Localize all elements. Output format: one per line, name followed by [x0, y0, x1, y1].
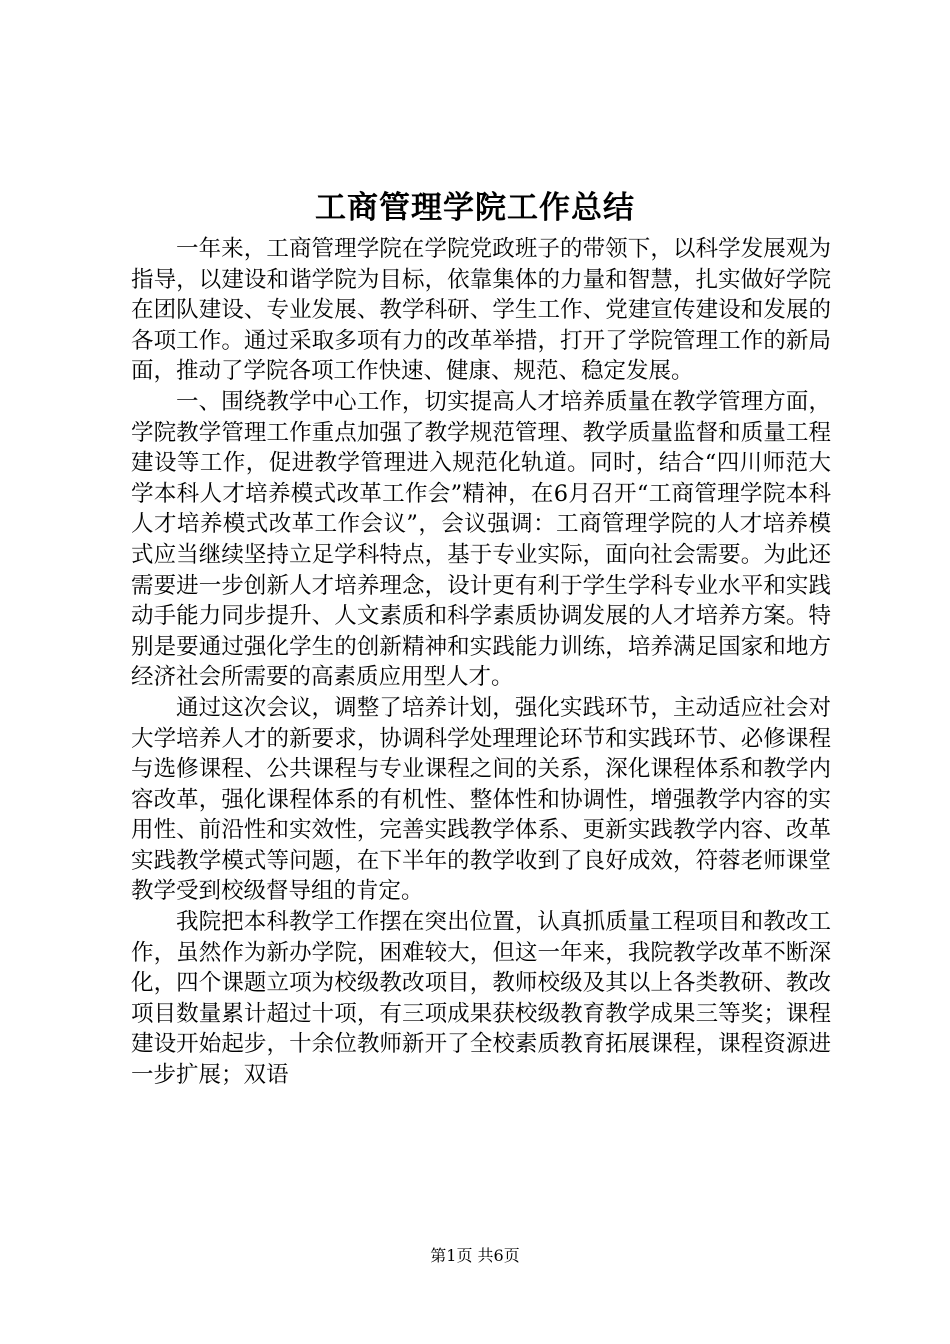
paragraph-2: 一、围绕教学中心工作，切实提高人才培养质量在教学管理方面，学院教学管理工作重点加强了教学规范管理、教学质量监督和质量工程建设等工作，促进教学管理进入规范化轨道。同时，结合“四川师范大学本科人才培养模式改革工作会”精神，在6月召开“工商管理学院本科人才培养模式改革工作会议”，会议强调：工商管理学院的人才培养模式应当继续坚持立足学科特点，基于专业实际，面向社会需要。为此还需要进一步创新人才培养理念，设计更有利于学生学科专业水平和实践动手能力同步提升、人文素质和科学素质协调发展的人才培养方案。特别是要通过强化学生的创新精神和实践能力训练，培养满足国家和地方经济社会所需要的高素质应用型人才。 [131, 388, 831, 691]
paragraph-4: 我院把本科教学工作摆在突出位置，认真抓质量工程项目和教改工作，虽然作为新办学院，困难较大，但这一年来，我院教学改革不断深化，四个课题立项为校级教改项目，教师校级及其以上各类教研、教改项目数量累计超过十项，有三项成果获校级教育教学成果三等奖；课程建设开始起步，十余位教师新开了全校素质教育拓展课程，课程资源进一步扩展；双语 [131, 909, 831, 1089]
paragraph-3: 通过这次会议，调整了培养计划，强化实践环节，主动适应社会对大学培养人才的新要求，协调科学处理理论环节和实践环节、必修课程与选修课程、公共课程与专业课程之间的关系，深化课程体系和教学内容改革，强化课程体系的有机性、整体性和协调性，增强教学内容的实用性、前沿性和实效性，完善实践教学体系、更新实践教学内容、改革实践教学模式等问题，在下半年的教学收到了良好成效，符蓉老师课堂教学受到校级督导组的肯定。 [131, 694, 831, 905]
document-title: 工商管理学院工作总结 [315, 190, 635, 226]
page-number-footer: 第1页 共6页 [430, 1246, 520, 1265]
document-body [131, 234, 831, 1091]
paragraph-1: 一年来，工商管理学院在学院党政班子的带领下，以科学发展观为指导，以建设和谐学院为目标，依靠集体的力量和智慧，扎实做好学院在团队建设、专业发展、教学科研、学生工作、党建宣传建设和发展的各项工作。通过采取多项有力的改革举措，打开了学院管理工作的新局面，推动了学院各项工作快速、健康、规范、稳定发展。 [131, 236, 831, 385]
